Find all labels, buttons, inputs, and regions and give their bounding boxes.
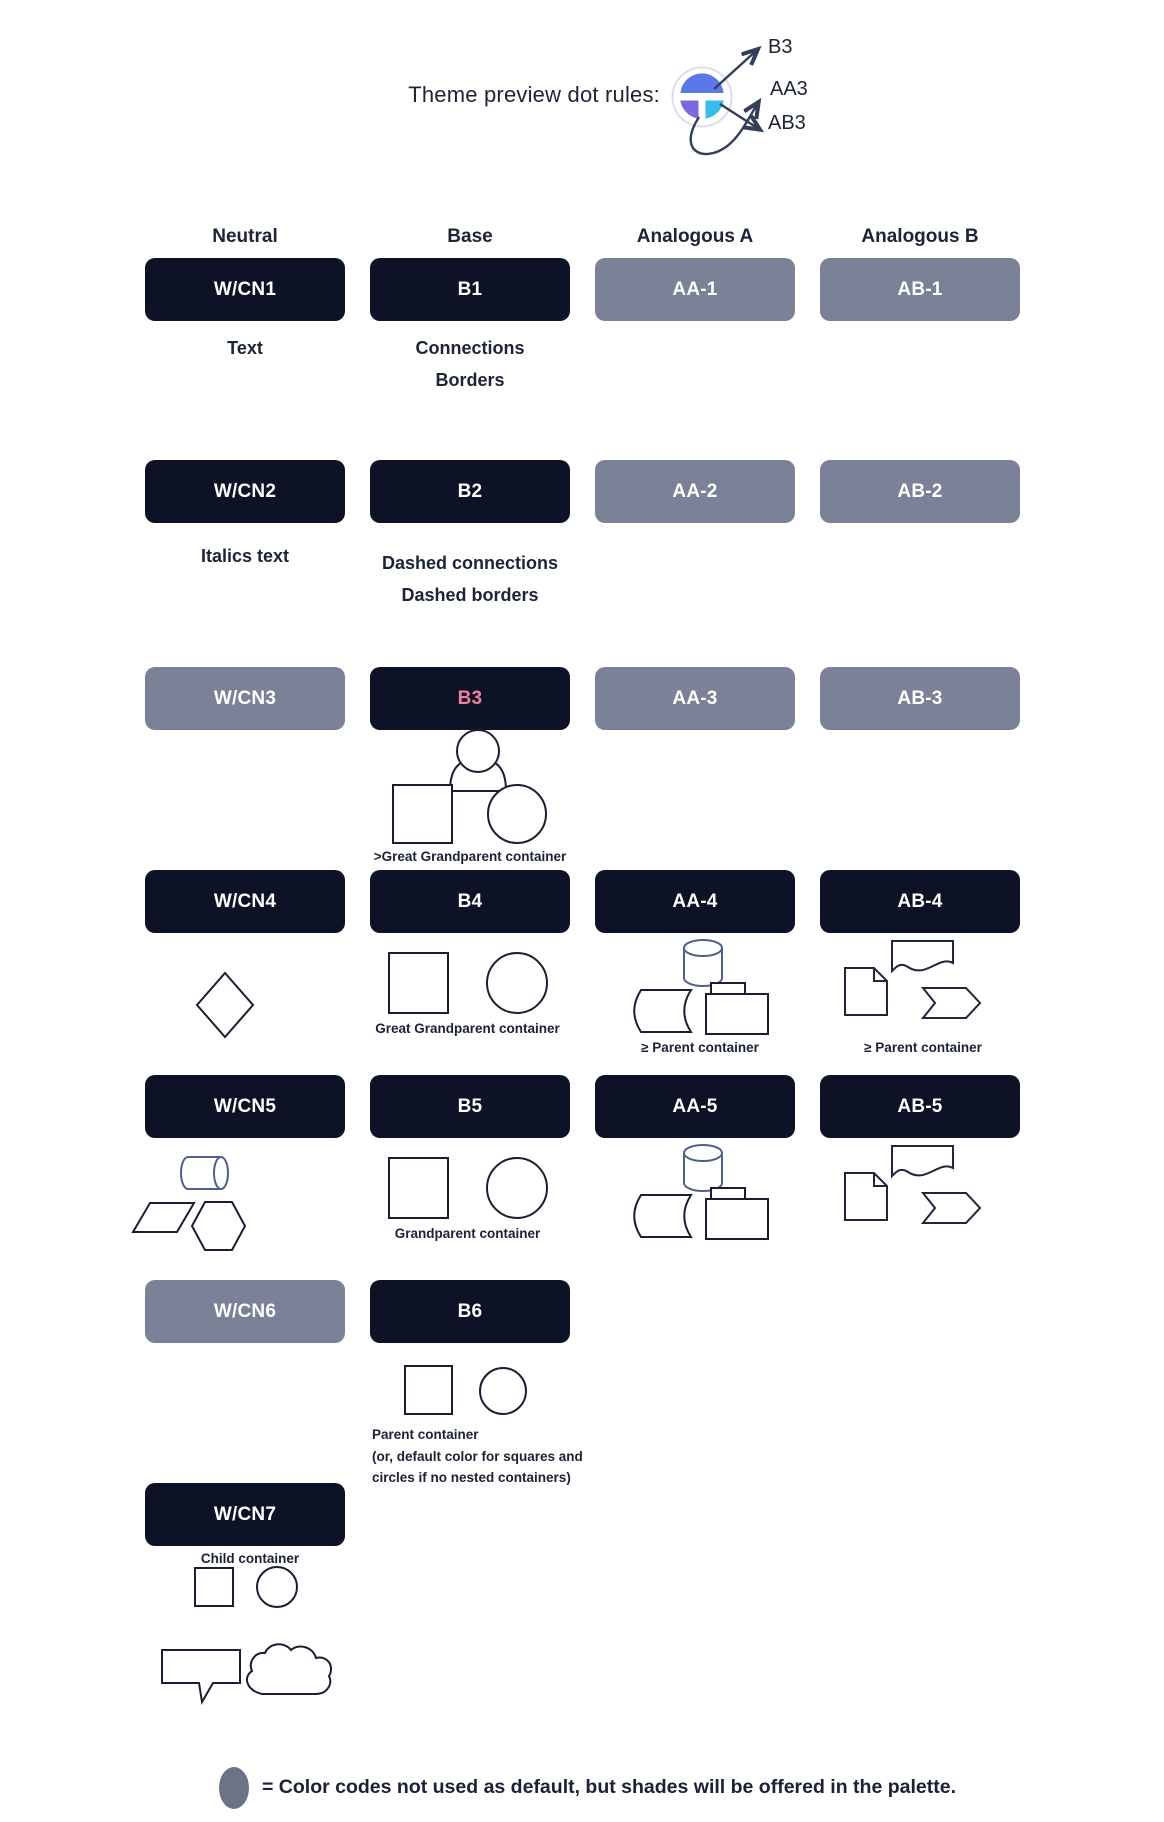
- swatch-aa2: AA-2: [595, 460, 795, 523]
- wcn7-shape-group: [162, 1567, 331, 1702]
- ab5-shape-group: [845, 1146, 980, 1223]
- person-head-icon: [457, 730, 499, 772]
- swatch-ab2: AB-2: [820, 460, 1020, 523]
- dot-rule-arrows: [691, 50, 759, 154]
- swatch-wcn4: W/CN4: [145, 870, 345, 933]
- dot-segment-analogous-a: [680, 101, 698, 119]
- swatch-wcn6: W/CN6: [145, 1280, 345, 1343]
- note-b6-line1: Parent container: [372, 1427, 479, 1442]
- swatch-wcn1: W/CN1: [145, 258, 345, 321]
- circle-icon: [487, 1158, 547, 1218]
- note-borders: Borders: [435, 370, 505, 390]
- hexagon-icon: [192, 1202, 245, 1250]
- note-connections: Connections: [415, 338, 525, 358]
- arrow-to-ab3: [720, 104, 759, 129]
- dot-segment-base: [680, 73, 723, 93]
- swatch-wcn2: W/CN2: [145, 460, 345, 523]
- swatch-b1: B1: [370, 258, 570, 321]
- tabbed-card-icon: [706, 983, 768, 1034]
- diamond-icon: [197, 973, 253, 1037]
- wavy-document-icon: [892, 1146, 953, 1176]
- swatch-wcn5: W/CN5: [145, 1075, 345, 1138]
- document-icon: [845, 1173, 887, 1220]
- person-icon: [450, 759, 506, 791]
- note-b3-shapes: >Great Grandparent container: [373, 849, 567, 864]
- tabbed-card-icon: [706, 1188, 768, 1239]
- theme-preview-dot-icon: [673, 68, 732, 127]
- note-b5-shapes: Grandparent container: [394, 1226, 541, 1241]
- swatch-b5: B5: [370, 1075, 570, 1138]
- note-b6-line2: (or, default color for squares and: [372, 1449, 583, 1464]
- document-icon: [845, 968, 887, 1015]
- dot-target-ab3: AB3: [768, 112, 806, 134]
- ab4-shape-group: [845, 941, 980, 1018]
- wcn5-shape-group: [133, 1157, 245, 1250]
- swatch-wcn3: W/CN3: [145, 667, 345, 730]
- legend-text: = Color codes not used as default, but shades will be offered in the palette.: [262, 1776, 956, 1798]
- square-icon: [389, 1158, 448, 1218]
- swatch-wcn7: W/CN7: [145, 1483, 345, 1546]
- circle-icon: [480, 1368, 526, 1414]
- column-header-base: Base: [447, 226, 493, 247]
- chevron-icon: [923, 988, 980, 1018]
- square-icon: [389, 953, 448, 1013]
- aa4-shape-group: [634, 940, 768, 1034]
- swatch-ab5: AB-5: [820, 1075, 1020, 1138]
- arrow-to-aa3: [691, 103, 758, 154]
- swatch-b2: B2: [370, 460, 570, 523]
- column-header-analogous-b: Analogous B: [861, 226, 979, 247]
- speech-bubble-icon: [162, 1650, 240, 1702]
- swatch-b6: B6: [370, 1280, 570, 1343]
- document-fold: [874, 968, 887, 981]
- column-header-neutral: Neutral: [212, 226, 278, 247]
- note-aa4-shapes: ≥ Parent container: [641, 1040, 759, 1055]
- chevron-icon: [923, 1193, 980, 1223]
- note-ab4-shapes: ≥ Parent container: [864, 1040, 982, 1055]
- swatch-ab4: AB-4: [820, 870, 1020, 933]
- circle-icon: [487, 953, 547, 1013]
- horizontal-cylinder-icon: [181, 1157, 228, 1189]
- stored-data-icon: [634, 990, 691, 1032]
- swatch-aa5: AA-5: [595, 1075, 795, 1138]
- swatch-ab3: AB-3: [820, 667, 1020, 730]
- swatch-b3: B3: [370, 667, 570, 730]
- cloud-icon: [247, 1644, 331, 1694]
- swatch-aa1: AA-1: [595, 258, 795, 321]
- square-icon: [393, 785, 452, 843]
- note-b4-shapes: Great Grandparent container: [375, 1021, 560, 1036]
- legend-dot-icon: [219, 1767, 249, 1809]
- square-icon: [405, 1366, 452, 1414]
- note-child-container: Child container: [200, 1551, 300, 1566]
- swatch-aa3: AA-3: [595, 667, 795, 730]
- square-icon: [195, 1568, 233, 1606]
- note-dashed-borders: Dashed borders: [401, 585, 539, 605]
- circle-icon: [488, 785, 546, 843]
- aa5-shape-group: [634, 1145, 768, 1239]
- cylinder-icon: [684, 1145, 722, 1191]
- dot-target-aa3: AA3: [770, 78, 808, 100]
- dot-segment-analogous-b: [706, 101, 724, 119]
- stored-data-icon: [634, 1195, 691, 1237]
- swatch-b4: B4: [370, 870, 570, 933]
- document-fold: [874, 1173, 887, 1186]
- b3-shape-group: [393, 730, 546, 843]
- note-text: Text: [227, 338, 263, 358]
- swatch-ab1: AB-1: [820, 258, 1020, 321]
- b5-shape-group: [389, 1158, 547, 1218]
- note-b6-line3: circles if no nested containers): [372, 1470, 571, 1485]
- column-header-analogous-a: Analogous A: [636, 226, 754, 247]
- arrow-to-b3: [714, 50, 757, 89]
- b6-shape-group: [405, 1366, 526, 1414]
- b4-shape-group: [389, 953, 547, 1013]
- page-title: Theme preview dot rules:: [408, 82, 660, 107]
- note-italics-text: Italics text: [200, 546, 290, 566]
- note-dashed-connections: Dashed connections: [381, 553, 559, 573]
- circle-icon: [257, 1567, 297, 1607]
- swatch-aa4: AA-4: [595, 870, 795, 933]
- parallelogram-icon: [133, 1203, 194, 1232]
- cylinder-icon: [684, 940, 722, 986]
- dot-target-b3: B3: [768, 36, 793, 58]
- wavy-document-icon: [892, 941, 953, 971]
